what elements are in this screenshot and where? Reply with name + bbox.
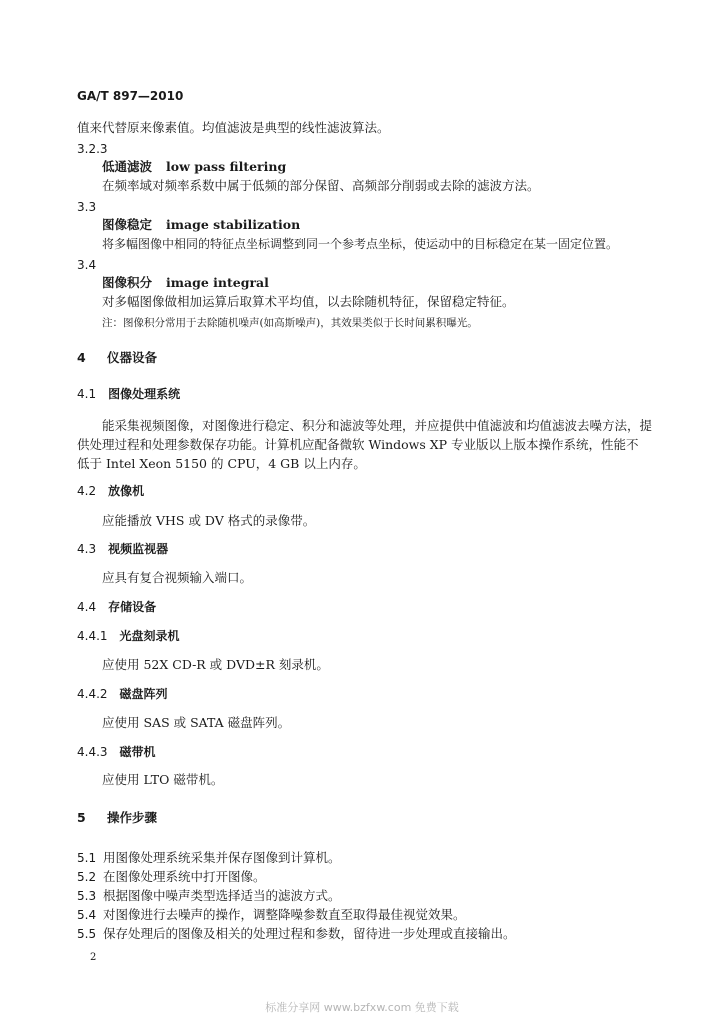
paragraph-line: 应具有复合视频输入端口。	[102, 570, 253, 585]
subsection-title-text: 磁盘阵列	[119, 687, 168, 701]
subsection-title-text: 图像处理系统	[108, 387, 181, 401]
term-en: low pass filtering	[166, 159, 287, 174]
term-number: 3.3	[77, 200, 97, 214]
step-text: 保存处理后的图像及相关的处理过程和参数，留待进一步处理或直接输出。	[103, 926, 516, 941]
term-number: 3.4	[77, 258, 97, 272]
term-cn: 图像稳定	[102, 217, 153, 232]
step-item	[77, 888, 341, 904]
step-text: 根据图像中噪声类型选择适当的滤波方式。	[103, 888, 341, 903]
subsection-title	[77, 599, 156, 615]
subsection-title	[77, 744, 156, 760]
subsection-title-text: 存储设备	[108, 600, 157, 614]
paragraph-line: 能采集视频图像，对图像进行稳定、积分和滤波等处理，并应提供中值滤波和均值滤波去噪方法，提	[102, 418, 653, 433]
term-cn: 低通滤波	[102, 159, 153, 174]
term-definition: 在频率域对频率系数中属于低频的部分保留、高频部分削弱或去除的滤波方法。	[102, 178, 540, 193]
term-en: image integral	[166, 275, 269, 290]
section-title-text: 操作步骤	[107, 810, 158, 825]
step-number: 5.3	[77, 889, 97, 903]
subsection-title-text: 视频监视器	[108, 542, 169, 556]
step-number: 5.4	[77, 908, 97, 922]
paragraph-line: 应能播放 VHS 或 DV 格式的录像带。	[102, 513, 316, 528]
term-definition: 对多幅图像做相加运算后取算术平均值，以去除随机特征，保留稳定特征。	[102, 294, 515, 309]
subsection-number: 4.4	[77, 600, 97, 614]
subsection-number: 4.4.3	[77, 745, 108, 759]
term-number: 3.2.3	[77, 142, 108, 156]
subsection-title-text: 光盘刻录机	[119, 629, 180, 643]
paragraph-line: 应使用 SAS 或 SATA 磁盘阵列。	[102, 715, 291, 730]
paragraph-line: 应使用 LTO 磁带机。	[102, 772, 224, 787]
section-title	[77, 350, 157, 366]
step-text: 对图像进行去噪声的操作，调整降噪参数直至取得最佳视觉效果。	[103, 907, 466, 922]
watermark: 标准分享网 www.bzfxw.com 免费下载	[265, 1001, 459, 1014]
step-number: 5.5	[77, 927, 97, 941]
subsection-title	[77, 386, 180, 402]
step-number: 5.2	[77, 870, 97, 884]
term-heading	[102, 217, 300, 233]
subsection-number: 4.3	[77, 542, 97, 556]
subsection-number: 4.1	[77, 387, 97, 401]
term-heading	[102, 159, 286, 175]
term-cn: 图像积分	[102, 275, 153, 290]
term-heading	[102, 275, 269, 291]
subsection-number: 4.4.2	[77, 687, 108, 701]
step-item	[77, 850, 341, 866]
continuation-text: 值来代替原来像素值。均值滤波是典型的线性滤波算法。	[77, 120, 390, 135]
subsection-title	[77, 541, 168, 557]
step-text: 在图像处理系统中打开图像。	[103, 869, 266, 884]
step-text: 用图像处理系统采集并保存图像到计算机。	[103, 850, 341, 865]
paragraph-line: 应使用 52X CD-R 或 DVD±R 刻录机。	[102, 657, 329, 672]
step-item	[77, 869, 266, 885]
section-title-text: 仪器设备	[107, 350, 158, 365]
section-number: 4	[77, 350, 86, 365]
step-item	[77, 926, 516, 942]
subsection-number: 4.4.1	[77, 629, 108, 643]
term-note: 注：图像积分常用于去除随机噪声(如高斯噪声)，其效果类似于长时间累积曝光。	[102, 317, 478, 329]
section-number: 5	[77, 810, 86, 825]
term-definition: 将多幅图像中相同的特征点坐标调整到同一个参考点坐标，使运动中的目标稳定在某一固定位置。	[102, 237, 619, 251]
subsection-title	[77, 628, 180, 644]
subsection-number: 4.2	[77, 484, 97, 498]
paragraph-line: 低于 Intel Xeon 5150 的 CPU，4 GB 以上内存。	[77, 456, 366, 471]
standard-id: GA/T 897—2010	[77, 89, 184, 103]
term-en: image stabilization	[166, 217, 301, 232]
subsection-title	[77, 483, 144, 499]
paragraph-line: 供处理过程和处理参数保存功能。计算机应配备微软 Windows XP 专业版以上版本操作系统，性能不	[77, 437, 639, 452]
step-item	[77, 907, 466, 923]
subsection-title	[77, 686, 168, 702]
subsection-title-text: 磁带机	[119, 745, 156, 759]
page-number: 2	[90, 952, 97, 963]
subsection-title-text: 放像机	[108, 484, 145, 498]
step-number: 5.1	[77, 851, 97, 865]
section-title	[77, 810, 157, 826]
